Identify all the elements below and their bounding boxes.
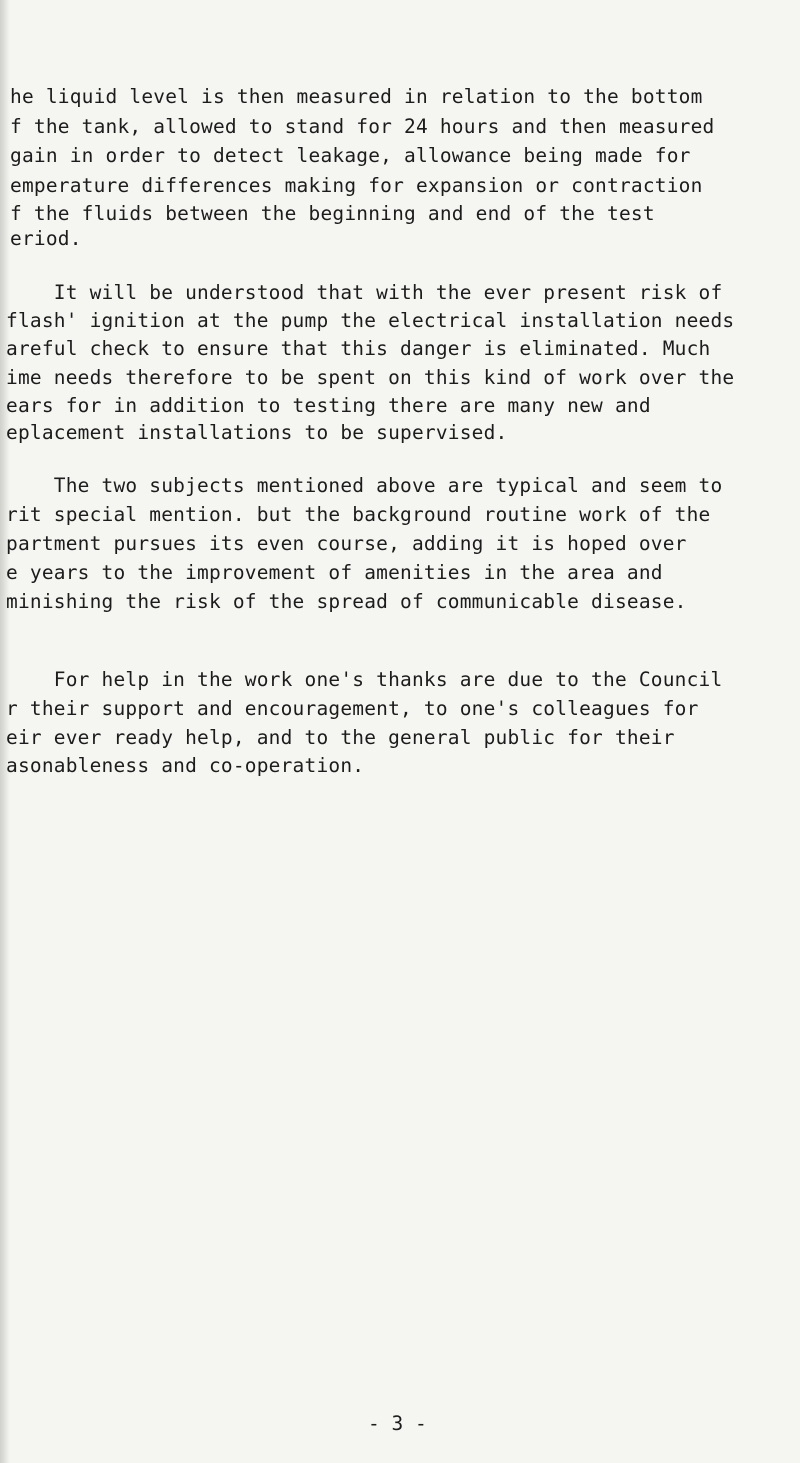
text-line: rit special mention. but the background routine work of the — [6, 503, 711, 526]
text-line: For help in the work one's thanks are due to the Council — [6, 668, 723, 691]
text-line: f the tank, allowed to stand for 24 hours and then measured — [10, 115, 715, 138]
text-line: eriod. — [10, 227, 82, 250]
text-line: r their support and encouragement, to one's colleagues for — [6, 697, 699, 720]
text-line: minishing the risk of the spread of communicable disease. — [6, 590, 687, 613]
text-line: The two subjects mentioned above are typical and seem to — [6, 474, 723, 497]
text-line: he liquid level is then measured in relation to the bottom — [10, 85, 703, 108]
text-line: e years to the improvement of amenities in the area and — [6, 561, 663, 584]
text-line: ears for in addition to testing there are many new and — [6, 394, 651, 417]
page-number: - 3 - — [368, 1412, 427, 1435]
text-line: areful check to ensure that this danger is eliminated. Much — [6, 337, 711, 360]
text-line: eir ever ready help, and to the general public for their — [6, 726, 675, 749]
text-line: emperature differences making for expansion or contraction — [10, 174, 703, 197]
text-line: It will be understood that with the ever present risk of — [6, 281, 723, 304]
text-line: ime needs therefore to be spent on this kind of work over the — [6, 366, 735, 389]
text-line: f the fluids between the beginning and end of the test — [10, 202, 655, 225]
text-line: flash' ignition at the pump the electrical installation needs — [6, 309, 735, 332]
text-line: partment pursues its even course, adding it is hoped over — [6, 532, 687, 555]
text-line: asonableness and co-operation. — [6, 754, 365, 777]
text-line: gain in order to detect leakage, allowance being made for — [10, 144, 691, 167]
text-line: eplacement installations to be supervised. — [6, 421, 508, 444]
